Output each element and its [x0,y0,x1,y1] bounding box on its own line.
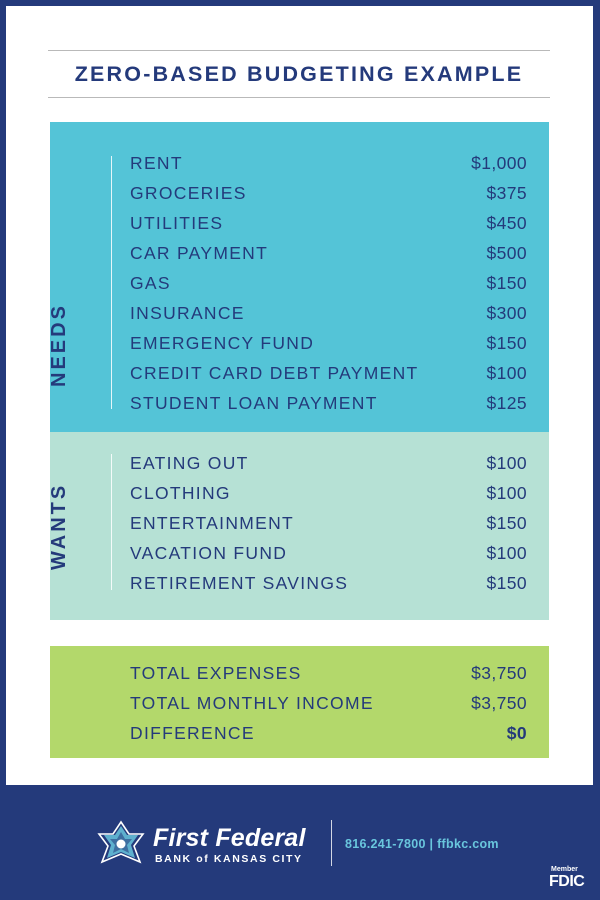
item-label: CREDIT CARD DEBT PAYMENT [130,362,419,383]
item-label: VACATION FUND [130,542,288,563]
list-item [130,298,527,328]
list-item [130,478,527,508]
list-item [130,388,527,418]
item-amount: $125 [486,392,527,413]
item-label: TOTAL EXPENSES [130,662,302,683]
item-label: RENT [130,152,183,173]
item-amount: $1,000 [471,152,527,173]
item-label: TOTAL MONTHLY INCOME [130,692,374,713]
list-item [130,268,527,298]
item-amount: $150 [486,572,527,593]
list-item [130,538,527,568]
needs-divider [111,156,112,409]
item-amount: $300 [486,302,527,323]
total-expenses-row [130,658,527,688]
list-item [130,148,527,178]
needs-label: NEEDS [48,303,70,387]
wants-list [130,448,527,598]
item-amount: $100 [486,452,527,473]
item-label: GAS [130,272,171,293]
total-income-row [130,688,527,718]
item-label: GROCERIES [130,182,247,203]
item-label: DIFFERENCE [130,722,255,743]
item-label: EATING OUT [130,452,249,473]
list-item [130,568,527,598]
item-label: ENTERTAINMENT [130,512,295,533]
totals-list [130,658,527,748]
fdic-member-text: Member [551,866,578,873]
item-label: CLOTHING [130,482,231,503]
list-item [130,238,527,268]
list-item [130,328,527,358]
brand-name: First Federal [153,824,306,852]
item-amount: $500 [486,242,527,263]
list-item [130,358,527,388]
item-label: UTILITIES [130,212,224,233]
item-amount: $375 [486,182,527,203]
item-label: RETIREMENT SAVINGS [130,572,349,593]
totals-section [50,646,549,758]
needs-section [50,122,549,432]
wants-label: WANTS [48,482,70,570]
item-amount: $450 [486,212,527,233]
item-label: EMERGENCY FUND [130,332,315,353]
item-amount: $150 [486,512,527,533]
page-title: ZERO-BASED BUDGETING EXAMPLE [74,61,524,86]
list-item [130,448,527,478]
item-amount: $3,750 [471,662,527,683]
item-label: CAR PAYMENT [130,242,269,263]
item-amount: $100 [486,542,527,563]
difference-row [130,718,527,748]
brand-subtitle: BANK of KANSAS CITY [155,853,303,865]
list-item [130,508,527,538]
fdic-logo: FDIC [549,873,585,890]
item-amount: $3,750 [471,692,527,713]
list-item [130,208,527,238]
item-amount: $100 [486,482,527,503]
item-amount: $0 [506,722,527,743]
contact-info[interactable]: 816.241-7800 | ffbkc.com [345,837,499,851]
wants-divider [111,454,112,590]
item-label: STUDENT LOAN PAYMENT [130,392,378,413]
item-amount: $150 [486,272,527,293]
star-flower-icon [96,820,146,868]
item-amount: $150 [486,332,527,353]
item-amount: $100 [486,362,527,383]
title-banner [48,50,550,98]
list-item [130,178,527,208]
footer-divider [331,820,332,866]
needs-list [130,148,527,418]
wants-section [50,432,549,620]
item-label: INSURANCE [130,302,245,323]
